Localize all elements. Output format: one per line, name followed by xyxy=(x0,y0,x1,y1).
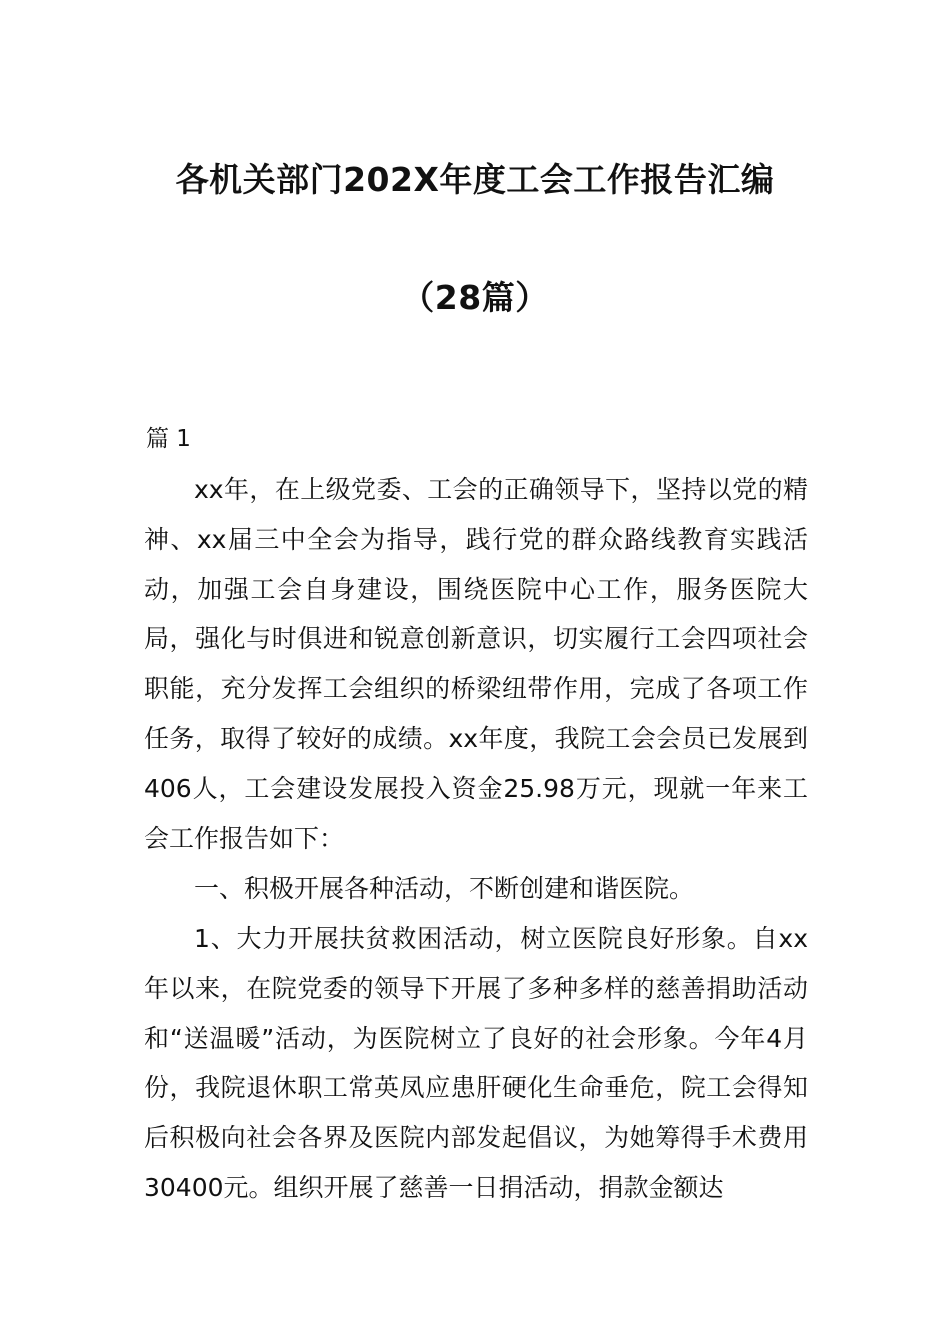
document-title: 各机关部门202X年度工会工作报告汇编 xyxy=(175,160,775,199)
section-label: 篇 1 xyxy=(146,426,191,452)
document-subtitle-count: （28篇） xyxy=(401,278,549,317)
paragraph-heading-one xyxy=(144,864,808,914)
paragraph-text: xx年，在上级党委、工会的正确领导下，坚持以党的精神、xx届三中全会为指导，践行党的群众路线教育实践活动，加强工会自身建设，围绕医院中心工作，服务医院大局，强化与时俱进和锐意创新意识，切实履行工会四项社会职能，充分发挥工会组织的桥梁纽带作用，完成了各项工作任务，取得了较好的成绩。xx年度，我院工会会员已发展到406人，工会建设发展投入资金25.98万元，现就一年来工会工作报告如下： xyxy=(144,475,808,853)
paragraph-item-one xyxy=(144,914,808,1213)
paragraph-text: 一、积极开展各种活动，不断创建和谐医院。 xyxy=(194,874,695,903)
paragraph-intro xyxy=(144,465,808,863)
paragraph-text: 1、大力开展扶贫救困活动，树立医院良好形象。自xx年以来，在院党委的领导下开展了多种多样的慈善捐助活动和“送温暖”活动，为医院树立了良好的社会形象。今年4月份，我院退休职工常英凤应患肝硬化生命垂危，院工会得知后积极向社会各界及医院内部发起倡议，为她筹得手术费用30400元。组织开展了慈善一日捐活动，捐款金额达 xyxy=(144,924,808,1202)
